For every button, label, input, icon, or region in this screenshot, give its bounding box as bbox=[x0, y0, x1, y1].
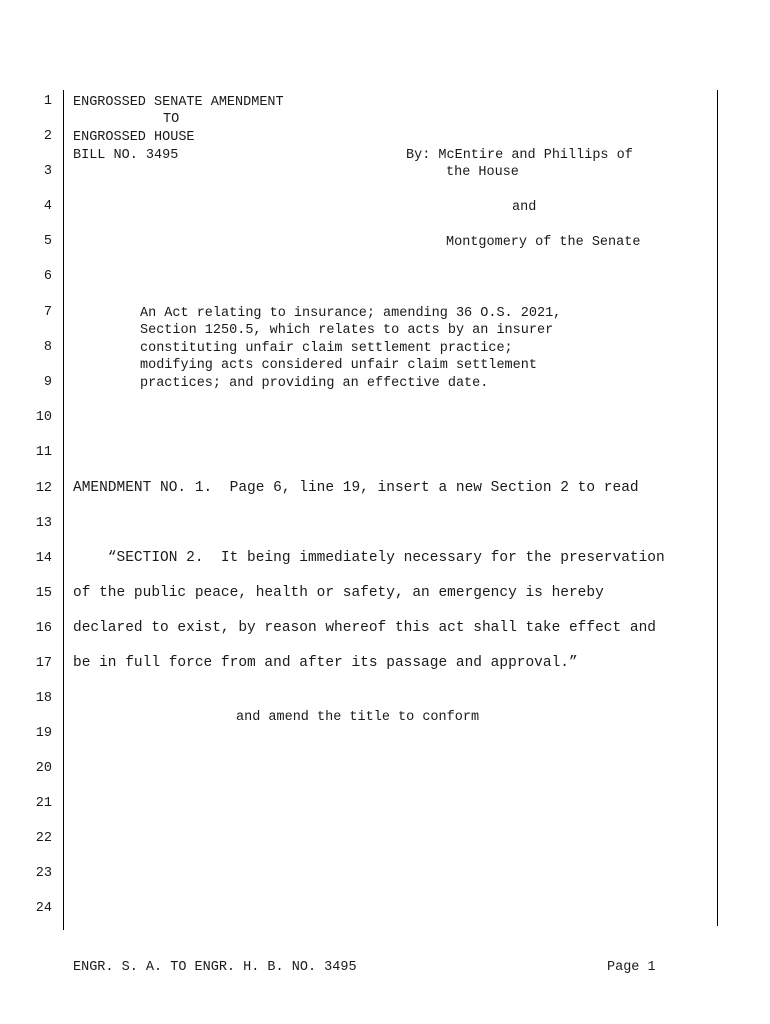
section-text-line: be in full force from and after its passage and approval.” bbox=[73, 655, 578, 671]
footer-bill-reference: ENGR. S. A. TO ENGR. H. B. NO. 3495 bbox=[73, 960, 357, 975]
line-number: 4 bbox=[43, 199, 52, 214]
left-margin-rule bbox=[63, 90, 64, 930]
line-number: 1 bbox=[43, 94, 52, 109]
section-text-line: “SECTION 2. It being immediately necessary for the preservation bbox=[73, 550, 665, 566]
line-number: 15 bbox=[35, 586, 52, 601]
line-number: 16 bbox=[35, 621, 52, 636]
line-number: 9 bbox=[43, 375, 52, 390]
authors-conjunction: and bbox=[512, 200, 537, 215]
line-number: 22 bbox=[35, 831, 52, 846]
line-number: 2 bbox=[43, 129, 52, 144]
line-number: 17 bbox=[35, 656, 52, 671]
act-title-line: modifying acts considered unfair claim settlement bbox=[140, 358, 537, 373]
line-number: 8 bbox=[43, 340, 52, 355]
line-number: 5 bbox=[43, 234, 52, 249]
line-number: 13 bbox=[35, 516, 52, 531]
line-number: 14 bbox=[35, 551, 52, 566]
line-number: 24 bbox=[35, 901, 52, 916]
line-number: 11 bbox=[35, 445, 52, 460]
act-title-line: An Act relating to insurance; amending 36 O.S. 2021, bbox=[140, 306, 562, 321]
section-text-line: of the public peace, health or safety, an emergency is hereby bbox=[73, 585, 604, 601]
bill-number: BILL NO. 3495 bbox=[73, 148, 179, 163]
line-number: 18 bbox=[35, 691, 52, 706]
section-text-line: declared to exist, by reason whereof this act shall take effect and bbox=[73, 620, 656, 636]
line-number: 12 bbox=[35, 481, 52, 496]
authors-senate: Montgomery of the Senate bbox=[446, 235, 641, 250]
line-number: 6 bbox=[43, 269, 52, 284]
line-number: 19 bbox=[35, 726, 52, 741]
line-number: 10 bbox=[35, 410, 52, 425]
footer-page-number: Page 1 bbox=[607, 960, 656, 975]
engrossed-house-label: ENGROSSED HOUSE bbox=[73, 130, 195, 145]
right-margin-rule bbox=[717, 90, 718, 926]
act-title-line: constituting unfair claim settlement practice; bbox=[140, 341, 513, 356]
line-number: 20 bbox=[35, 761, 52, 776]
title-amend-note: and amend the title to conform bbox=[236, 710, 480, 725]
amendment-title-to: TO bbox=[163, 112, 180, 127]
line-number: 23 bbox=[35, 866, 52, 881]
line-number: 21 bbox=[35, 796, 52, 811]
line-number: 3 bbox=[43, 164, 52, 179]
authors-house: By: McEntire and Phillips of bbox=[406, 148, 633, 163]
line-number: 7 bbox=[43, 305, 52, 320]
amendment-heading: AMENDMENT NO. 1. Page 6, line 19, insert a new Section 2 to read bbox=[73, 480, 639, 496]
authors-house-cont: the House bbox=[446, 165, 519, 180]
amendment-title: ENGROSSED SENATE AMENDMENT bbox=[73, 95, 284, 110]
act-title-line: practices; and providing an effective date. bbox=[140, 376, 489, 391]
act-title-line: Section 1250.5, which relates to acts by an insurer bbox=[140, 323, 554, 338]
